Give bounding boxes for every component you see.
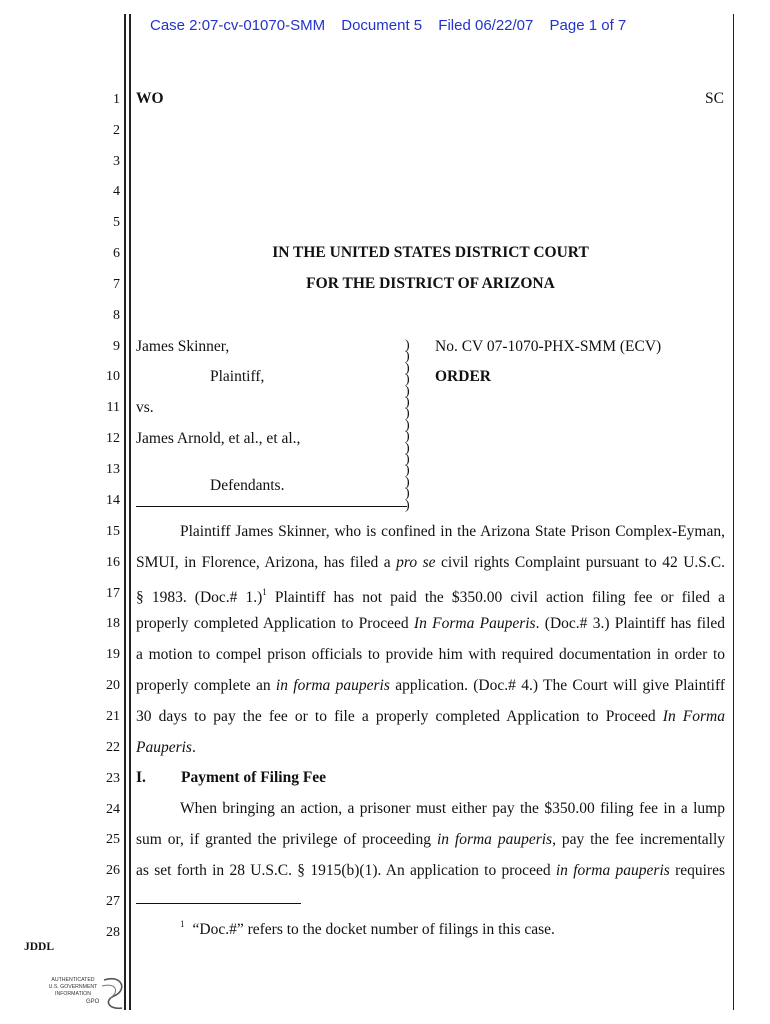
line-number: 6 (113, 246, 120, 261)
line-number: 25 (106, 832, 120, 847)
line-number: 14 (106, 493, 120, 508)
body-line: § 1983. (Doc.# 1.)$^1$ Plaintiff has not paid the $350.00 civil action filing fee or filed a (136, 587, 725, 607)
line-number: 19 (106, 647, 120, 662)
line-number: 7 (113, 277, 120, 292)
svg-text:AUTHENTICATED: AUTHENTICATED (51, 977, 95, 983)
body-line: SMUI, in Florence, Arizona, has filed a pro se civil rights Complaint pursuant to 42 U.S.C. (136, 554, 726, 571)
court-title: IN THE UNITED STATES DISTRICT COURT (272, 244, 589, 261)
body-line: 30 days to pay the fee or to file a properly completed Application to Proceed In Forma (136, 708, 725, 725)
line-number: 3 (113, 154, 120, 169)
author-initials: JDDL (24, 941, 55, 953)
caption-parenthesis-column: ) ) ) ) ) ) ) ) ) ) ) ) ) ) ) (405, 338, 410, 513)
line-number: 24 (106, 802, 120, 817)
filed-date-header: Filed 06/22/07 (438, 17, 534, 34)
case-header (150, 17, 638, 34)
line-number: 26 (106, 863, 120, 878)
right-margin-rule (733, 14, 734, 1010)
line-number: 5 (113, 215, 120, 230)
plaintiff-role: Plaintiff, (210, 368, 265, 385)
svg-text:U.S. GOVERNMENT: U.S. GOVERNMENT (48, 984, 98, 990)
body-line: properly completed Application to Proceed In Forma Pauperis. (Doc.# 3.) Plaintiff has filed (136, 615, 726, 632)
line-number: 9 (113, 339, 120, 354)
page-number-header: Page 1 of 7 (549, 17, 627, 34)
gpo-authentication-seal-icon (42, 972, 132, 1016)
body-line: as set forth in 28 U.S.C. § 1915(b)(1). An application to proceed in forma pauperis requires (136, 862, 726, 879)
line-number: 22 (106, 740, 120, 755)
line-number: 28 (106, 925, 120, 940)
case-number: No. CV 07-1070-PHX-SMM (ECV) (435, 338, 662, 355)
left-margin-rule-inner (129, 14, 131, 1010)
wo-marker: WO (136, 90, 164, 107)
sc-marker: SC (705, 90, 724, 107)
body-line: When bringing an action, a prisoner must either pay the $350.00 filing fee in a lump (180, 800, 725, 817)
defendant-name: James Arnold, et al., et al., (136, 430, 301, 447)
line-number: 18 (106, 616, 120, 631)
svg-text:INFORMATION: INFORMATION (55, 991, 91, 997)
section-heading: Payment of Filing Fee (181, 769, 327, 786)
line-number: 23 (106, 771, 120, 786)
line-number: 17 (106, 586, 120, 601)
versus-text: vs. (136, 399, 154, 416)
line-number: 15 (106, 524, 120, 539)
line-number: 10 (106, 369, 120, 384)
caption-underline (136, 506, 407, 507)
body-line: Pauperis. (136, 739, 196, 756)
footnote-reference: 1 (262, 587, 267, 597)
left-margin-rule (124, 14, 126, 1010)
line-number: 4 (113, 184, 120, 199)
line-number: 2 (113, 123, 120, 138)
line-number: 27 (106, 894, 120, 909)
order-title: ORDER (435, 368, 491, 385)
section-number: I. (136, 769, 146, 786)
svg-text:GPO: GPO (86, 999, 100, 1005)
defendant-role: Defendants. (210, 477, 285, 494)
line-number: 1 (113, 92, 120, 107)
court-district: FOR THE DISTRICT OF ARIZONA (306, 275, 555, 292)
plaintiff-name: James Skinner, (136, 338, 230, 355)
footnote-separator (136, 903, 301, 904)
document-number-header: Document 5 (341, 17, 423, 34)
line-number: 16 (106, 555, 120, 570)
body-line: a motion to compel prison officials to provide him with required documentation in order to (136, 646, 725, 663)
body-line: sum or, if granted the privilege of proceeding in forma pauperis, pay the fee incrementally (136, 831, 725, 848)
line-number: 8 (113, 308, 120, 323)
line-number: 11 (106, 400, 120, 415)
line-number: 13 (106, 462, 120, 477)
line-number: 21 (106, 709, 120, 724)
footnote-text: “Doc.#” refers to the docket number of filings in this case. (192, 921, 555, 938)
footnote (180, 921, 555, 939)
body-line: properly complete an in forma pauperis application. (Doc.# 4.) The Court will give Plaintiff (136, 677, 726, 694)
line-number: 12 (106, 431, 120, 446)
line-number: 20 (106, 678, 120, 693)
case-number-header: Case 2:07-cv-01070-SMM (150, 17, 326, 34)
body-line: Plaintiff James Skinner, who is confined in the Arizona State Prison Complex-Eyman, (180, 523, 725, 540)
footnote-marker: 1 (180, 919, 185, 929)
